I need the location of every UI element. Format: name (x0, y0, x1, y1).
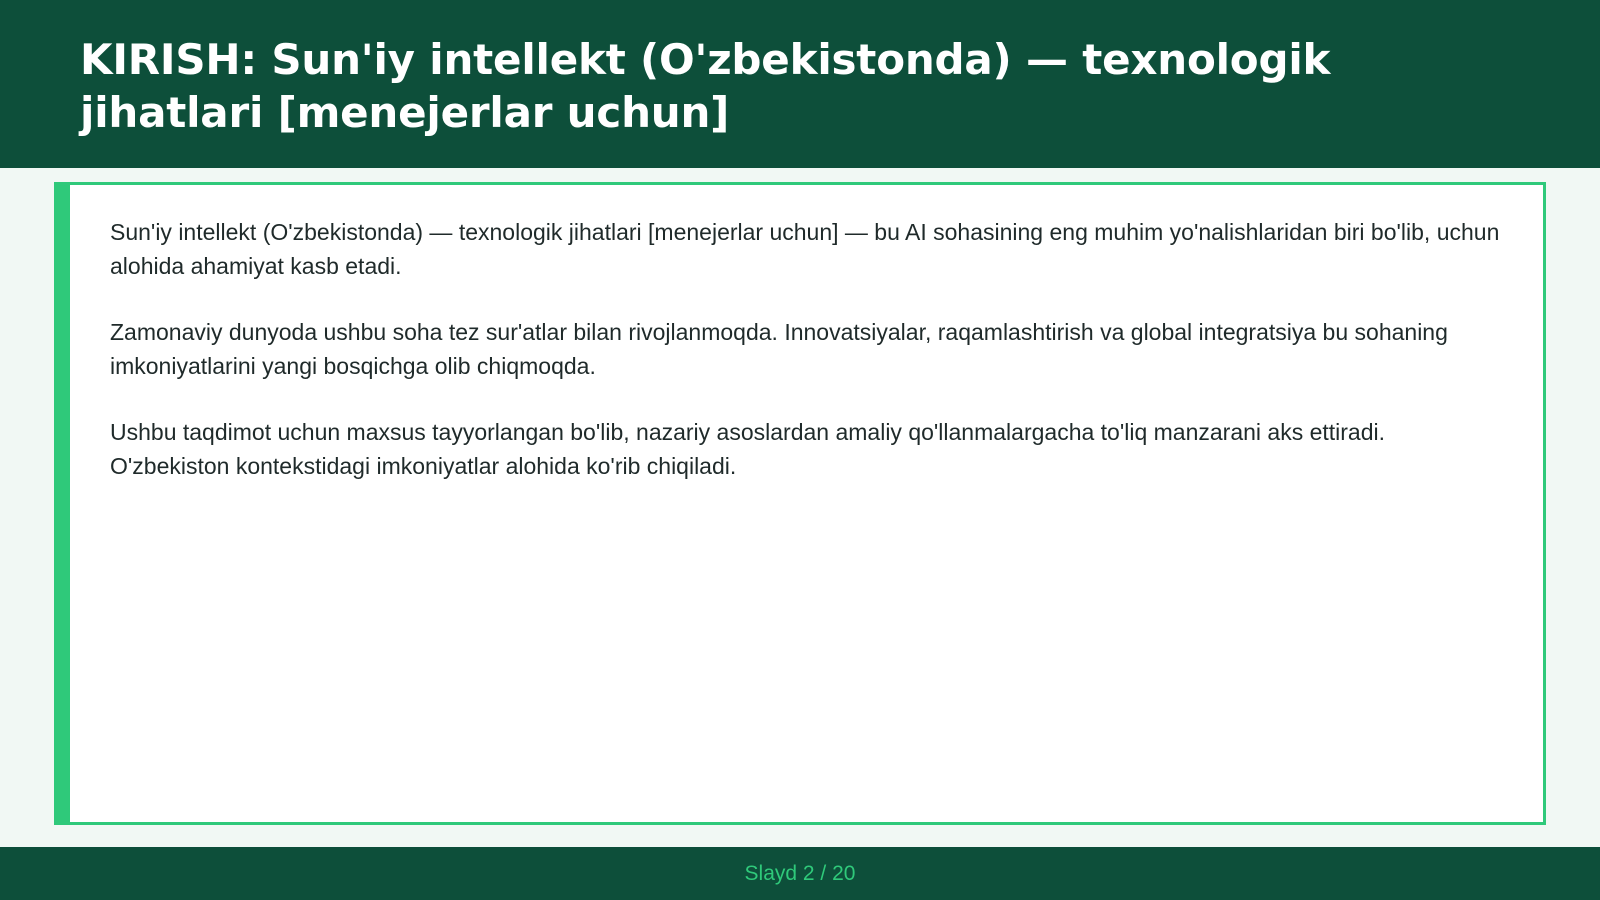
content-card (54, 182, 1546, 825)
slide-title: KIRISH: Sun'iy intellekt (O'zbekistonda) — texnologik jihatlari [menejerlar uchun] (80, 35, 1331, 137)
slide-header (0, 0, 1600, 168)
paragraph-intro: Sun'iy intellekt (O'zbekistonda) — texnologik jihatlari [menejerlar uchun] — bu AI sohasining eng muhim yo'nalishlaridan biri bo'lib, uchun alohida ahamiyat kasb etadi. (110, 219, 1500, 279)
slide-footer (0, 847, 1600, 900)
paragraph-presentation-scope: Ushbu taqdimot uchun maxsus tayyorlangan bo'lib, nazariy asoslardan amaliy qo'llanmalargacha to'liq manzarani aks ettiradi. O'zbekiston kontekstidagi imkoniyatlar alohida ko'rib chiqiladi. (110, 419, 1386, 479)
paragraph-modern-world: Zamonaviy dunyoda ushbu soha tez sur'atlar bilan rivojlanmoqda. Innovatsiyalar, raqamlashtirish va global integratsiya bu sohaning imkoniyatlarini yangi bosqichga olib chiqmoqda. (110, 319, 1448, 379)
slide-number: Slayd 2 / 20 (744, 861, 856, 885)
